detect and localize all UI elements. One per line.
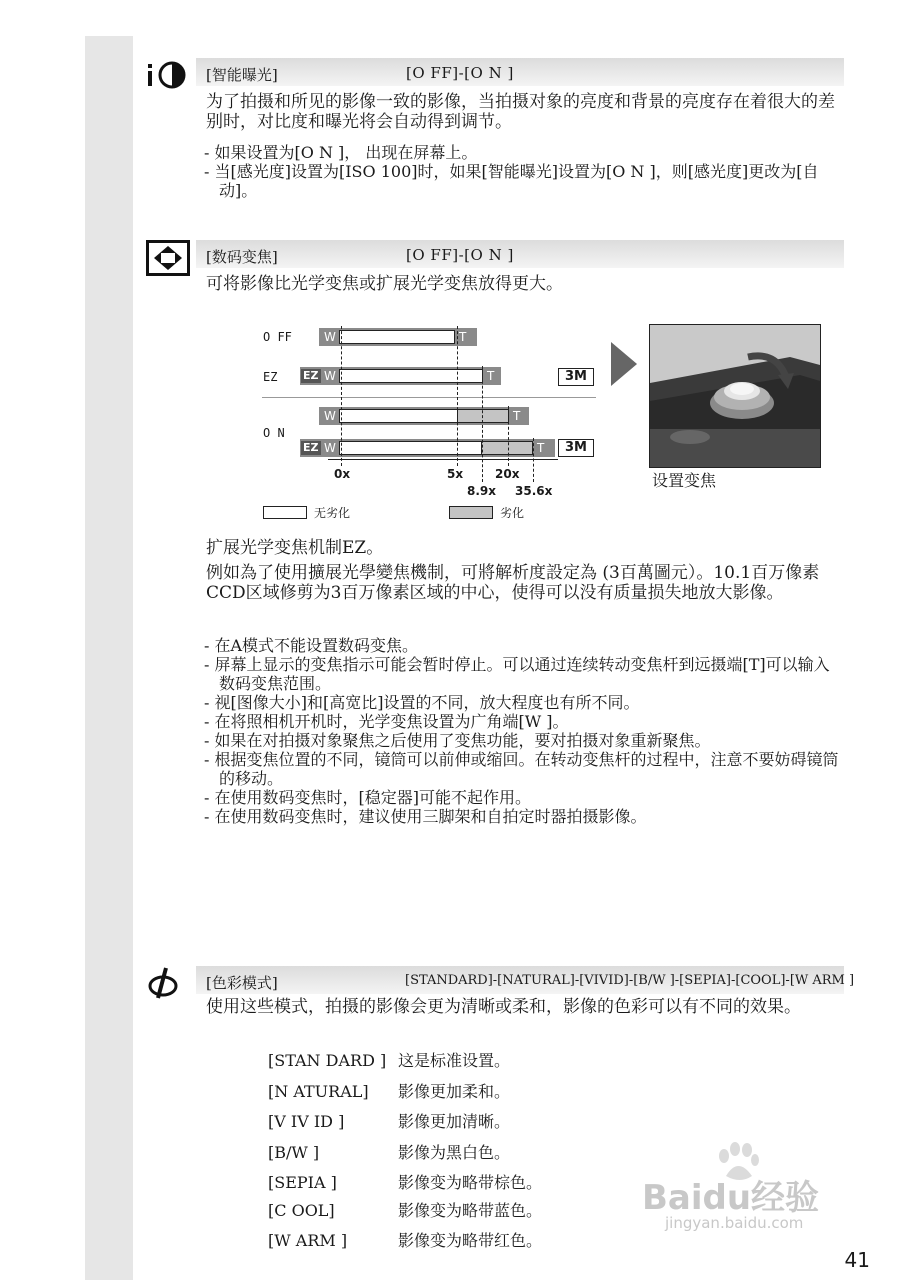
tick-label: 5x: [447, 467, 464, 481]
section-options: [O FF]-[O N ]: [406, 64, 514, 82]
color-mode-row: [268, 1198, 542, 1221]
wide-label: W: [324, 441, 336, 455]
section-title: [智能曝光]: [206, 66, 278, 84]
bullet-item: - 在将照相机开机时，光学变焦设置为广角端[W ]。: [204, 712, 569, 731]
resolution-3m-badge: 3M: [558, 439, 594, 457]
color-mode-key: [STAN DARD ]: [268, 1051, 387, 1070]
tele-label: T: [459, 330, 467, 344]
zoom-guide-line: [482, 366, 483, 482]
bullet-item: - 如果在对拍摄对象聚焦之后使用了变焦功能，要对拍摄对象重新聚焦。: [204, 731, 711, 750]
watermark-brand: Baidu经验: [642, 1178, 820, 1218]
no-degrade-range: [339, 441, 483, 455]
page-number: 41: [844, 1248, 870, 1272]
side-strip: [85, 36, 133, 1280]
ez-badge: EZ: [303, 369, 319, 382]
bullet-item: - 视[图像大小]和[高宽比]设置的不同，放大程度也有所不同。: [204, 693, 640, 712]
section-description: 为了拍摄和所见的影像一致的影像，当拍摄对象的亮度和背景的亮度存在着很大的差别时，对比度和曝光将会自动得到调节。: [206, 92, 835, 132]
color-mode-row: [268, 1079, 510, 1102]
digital-zoom-icon: [146, 240, 190, 276]
legend-label: 劣化: [500, 506, 525, 520]
tele-label: T: [487, 369, 495, 383]
zoom-guide-line: [533, 438, 534, 482]
color-mode-desc: 影像更加柔和。: [398, 1082, 511, 1101]
color-mode-row: [268, 1140, 510, 1163]
bullet-item: - 如果设置为[O N ]， 出现在屏幕上。: [204, 143, 478, 162]
legend-swatch-gray: [449, 506, 493, 519]
legend-swatch-white: [263, 506, 307, 519]
bullet-item: - 当[感光度]设置为[ISO 100]时，如果[智能曝光]设置为[O N ]，则[感光度]更改为[自动]。: [204, 162, 819, 200]
section-options: [O FF]-[O N ]: [406, 246, 514, 264]
row-label-off: O FF: [263, 330, 292, 344]
section-description: 使用这些模式，拍摄的影像会更为清晰或柔和，影像的色彩可以有不同的效果。: [206, 997, 801, 1017]
degrade-range: [457, 409, 509, 423]
bullet-item: - 根据变焦位置的不同，镜筒可以前伸或缩回。在转动变焦杆的过程中，注意不要妨碍镜筒的移动。: [204, 750, 839, 788]
color-mode-key: [W ARM ]: [268, 1231, 348, 1250]
row-divider: [262, 397, 596, 398]
photo-caption: 设置变焦: [652, 471, 717, 490]
camera-zoom-lever-photo: [649, 324, 821, 468]
section-header-bar: [196, 58, 844, 86]
bullet-item: - 在使用数码变焦时，建议使用三脚架和自拍定时器拍摄影像。: [204, 807, 647, 826]
wide-label: W: [324, 369, 336, 383]
color-mode-desc: 影像为黑白色。: [398, 1143, 511, 1162]
color-mode-key: [N ATURAL]: [268, 1082, 369, 1101]
color-mode-row: [268, 1170, 542, 1193]
intelligent-exposure-icon: [146, 60, 191, 90]
watermark-url: jingyan.baidu.com: [665, 1214, 804, 1232]
no-degrade-range: [339, 369, 483, 383]
tele-label: T: [537, 441, 545, 455]
arrow-right-icon: [611, 342, 637, 386]
tick-label: 0x: [334, 467, 351, 481]
bullet-item: - 在使用数码变焦时，[稳定器]可能不起作用。: [204, 788, 531, 807]
no-degrade-range: [339, 409, 459, 423]
zoom-guide-line: [341, 326, 342, 466]
color-mode-row: [268, 1109, 510, 1132]
section-description: 可将影像比光学变焦或扩展光学变焦放得更大。: [206, 274, 563, 294]
color-mode-key: [V IV ID ]: [268, 1112, 345, 1131]
no-degrade-range: [339, 330, 455, 344]
tick-label: 20x: [495, 467, 520, 481]
tick-label: 8.9x: [467, 484, 496, 498]
resolution-3m-badge: 3M: [558, 368, 594, 386]
tick-label: 35.6x: [515, 484, 553, 498]
color-mode-key: [C OOL]: [268, 1201, 335, 1220]
row-label-on: O N: [263, 426, 285, 440]
section-header-bar: [196, 240, 844, 268]
tele-label: T: [513, 409, 521, 423]
bullet-item: - 屏幕上显示的变焦指示可能会暂时停止。可以通过连续转动变焦杆到远摄端[T]可以输入数码变焦范围。: [204, 655, 830, 693]
color-mode-desc: 这是标准设置。: [398, 1051, 511, 1070]
bullet-list: [204, 636, 844, 826]
degrade-range: [481, 441, 533, 455]
section-title: [色彩模式]: [206, 974, 278, 992]
ez-badge: EZ: [303, 441, 319, 454]
color-mode-desc: 影像变为略带蓝色。: [398, 1201, 543, 1220]
legend-label: 无劣化: [314, 506, 351, 520]
color-mode-desc: 影像变为略带棕色。: [398, 1173, 543, 1192]
zoom-axis-line: [328, 459, 558, 460]
color-mode-row: [268, 1228, 542, 1251]
color-mode-icon: [146, 966, 180, 1000]
row-label-ez: EZ: [263, 370, 278, 384]
color-mode-desc: 影像变为略带红色。: [398, 1231, 543, 1250]
color-mode-key: [SEPIA ]: [268, 1173, 337, 1192]
bullet-item: - 在A模式不能设置数码变焦。: [204, 636, 419, 655]
ez-note: 扩展光学变焦机制EZ。: [206, 538, 384, 558]
ez-description: 例如為了使用擴展光學變焦機制，可將解析度設定為 (3百萬圖元）。10.1百万像素CCD区域修剪为3百万像素区域的中心，使得可以没有质量损失地放大影像。: [206, 563, 820, 603]
zoom-guide-line: [508, 406, 509, 466]
wide-label: W: [324, 330, 336, 344]
zoom-guide-line: [457, 326, 458, 466]
section-options: [STANDARD]-[NATURAL]-[VIVID]-[B/W ]-[SEPIA]-[COOL]-[W ARM ]: [405, 973, 855, 988]
color-mode-row: [268, 1048, 510, 1071]
color-mode-key: [B/W ]: [268, 1143, 320, 1162]
color-mode-desc: 影像更加清晰。: [398, 1112, 511, 1131]
wide-label: W: [324, 409, 336, 423]
section-title: [数码变焦]: [206, 248, 278, 266]
bullet-list: [204, 143, 844, 200]
